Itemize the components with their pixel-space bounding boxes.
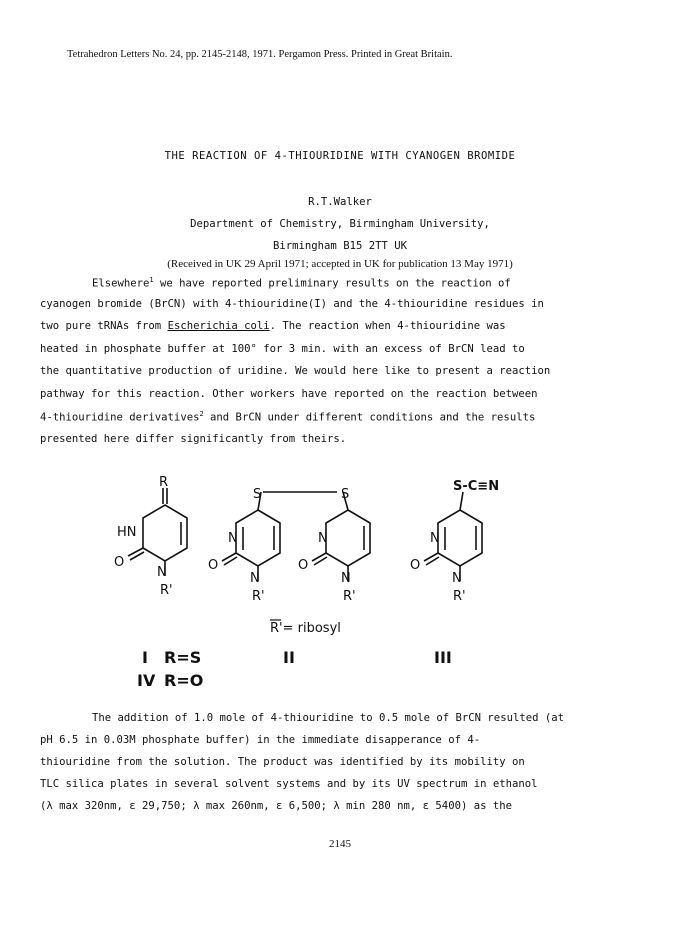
ref-2: 2: [199, 410, 204, 418]
affiliation-city: Birmingham B15 2TT UK: [273, 240, 407, 252]
s2-o-label: O: [208, 558, 219, 573]
structure-ii: [222, 492, 370, 581]
structure-i: [128, 488, 187, 576]
affiliation-department: Department of Chemistry, Birmingham University,: [190, 218, 490, 230]
para1-line6: pathway for this reaction. Other workers have reported on the reaction between: [40, 388, 538, 400]
s1-o-label: O: [114, 555, 125, 570]
compound-i-r: R=S: [164, 648, 202, 667]
structures-figure: [0, 470, 680, 700]
running-header: Tetrahedron Letters No. 24, pp. 2145-2148, 1971. Pergamon Press. Printed in Great Britain.: [67, 49, 453, 60]
para1-l3a: two pure tRNAs from: [40, 320, 168, 332]
compound-i-label: I: [142, 648, 148, 667]
para1-line4: heated in phosphate buffer at 100° for 3 min. with an excess of BrCN lead to: [40, 343, 525, 355]
article-title: THE REACTION OF 4-THIOURIDINE WITH CYANOGEN BROMIDE: [164, 150, 516, 162]
para1-l7a: 4-thiouridine derivatives: [40, 411, 200, 424]
s4-nr-label: N: [452, 571, 462, 586]
para1-line3: [40, 320, 506, 332]
author: R.T.Walker: [308, 196, 372, 208]
page-number: 2145: [329, 838, 351, 850]
s4-rp-label: R': [453, 589, 466, 604]
para1-l1a: Elsewhere: [92, 277, 150, 290]
para2-line5: (λ max 320nm, ε 29,750; λ max 260nm, ε 6,500; λ min 280 nm, ε 5400) as the: [40, 800, 512, 812]
para2-line4: TLC silica plates in several solvent systems and by its UV spectrum in ethanol: [40, 778, 538, 790]
s3-rp-label: R': [343, 589, 356, 604]
s2-n-label: N: [228, 531, 238, 546]
ribosyl-note: R'= ribosyl: [270, 621, 341, 636]
s1-r-label: R: [159, 475, 169, 490]
para2-line2: pH 6.5 in 0.03M phosphate buffer) in the immediate disapperance of 4-: [40, 734, 481, 746]
compound-iii-label: III: [434, 648, 452, 667]
s1-rp-label: R': [160, 583, 173, 598]
s1-n-label: N: [157, 565, 167, 580]
s2-nr-label: N: [250, 571, 260, 586]
para2-line3: thiouridine from the solution. The product was identified by its mobility on: [40, 756, 525, 768]
received-dates: (Received in UK 29 April 1971; accepted in UK for publication 13 May 1971): [167, 258, 513, 270]
para1-line2: cyanogen bromide (BrCN) with 4-thiouridine(I) and the 4-thiouridine residues in: [40, 298, 544, 310]
s3-n-label: N: [318, 531, 328, 546]
para1-l7b: and BrCN under different conditions and the results: [203, 411, 536, 424]
para2-line1: The addition of 1.0 mole of 4-thiouridine to 0.5 mole of BrCN resulted (at: [92, 712, 564, 724]
compound-iv-r: R=O: [164, 671, 204, 690]
s4-o-label: O: [410, 558, 421, 573]
para1-line8: presented here differ significantly from theirs.: [40, 433, 347, 445]
para1-line1: [92, 276, 511, 290]
s2-s-label: S: [253, 487, 262, 502]
species-name: Escherichia coli: [167, 320, 270, 332]
s4-n-label: N: [430, 531, 440, 546]
para1-line5: the quantitative production of uridine. We would here like to present a reaction: [40, 365, 551, 377]
s1-hn-label: HN: [117, 525, 137, 540]
compound-ii-label: II: [283, 648, 295, 667]
s2-rp-label: R': [252, 589, 265, 604]
para1-line7: [40, 410, 535, 424]
s4-scn-label: S-C≡N: [453, 479, 500, 494]
para1-l3b: . The reaction when 4-thiouridine was: [269, 320, 506, 332]
s3-nr-label: N: [341, 571, 351, 586]
s3-s-label: S: [341, 487, 350, 502]
ref-1: 1: [149, 276, 154, 284]
s3-o-label: O: [298, 558, 309, 573]
compound-iv-label: IV: [137, 671, 156, 690]
para1-l1b: we have reported preliminary results on the reaction of: [153, 277, 511, 290]
